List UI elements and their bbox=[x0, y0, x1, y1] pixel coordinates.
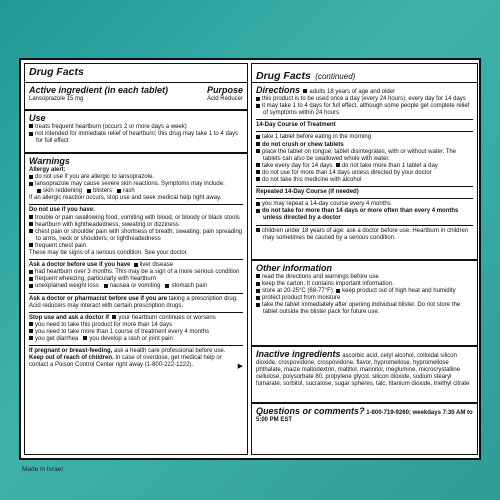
other-item: take the tablet immediately after opening individual blister. Do not store the tablet outside the blister pack for future use. bbox=[256, 302, 473, 316]
course-item: place the tablet on tongue; tablet disintegrates, with or without water. The tablets can also be swallowed whole with water. bbox=[256, 149, 473, 163]
course-item: take 1 tablet before eating in the morning bbox=[256, 134, 473, 141]
do-not-use-heading: Do not use if you have: bbox=[29, 207, 96, 214]
use-item: treats frequent heartburn (occurs 2 or more days a week) bbox=[29, 124, 243, 131]
active-ingredient-heading: Active ingredient (in each tablet) bbox=[29, 85, 169, 95]
purpose-value: Acid Reducer bbox=[206, 96, 243, 102]
ask-doctor-line: Ask a doctor before use if you have liver disease bbox=[29, 262, 174, 269]
inactive-ingredients: Inactive ingredients ascorbic acid, cetyl alcohol, colloidal silicon dioxide, crospovidone, crospovidone, flavor, hypromellose, hypromellose phthalate, maize maltodextrin, maltitol, mannitol, meglumine, microcrystalline cellulose, polysorbate 80, propylene glycol, silicon dioxide, sodium stearyl fumarate, sorbitol, sucralose, sugar spheres, talc, titanium dioxide, triethyl citrate bbox=[256, 349, 470, 388]
pharmacist-line: Ask a doctor or pharmacist before use if you are taking a prescription drug. Acid reducers may interact with certain prescription drugs. bbox=[29, 295, 238, 309]
other-item: protect product from moisture bbox=[256, 295, 473, 302]
directions-item: this product is to be used once a day (every 24 hours), every day for 14 days bbox=[256, 96, 473, 103]
drug-facts-title-continued: Drug Facts bbox=[256, 70, 311, 82]
repeated-item: do not take for more than 14 days or more often than every 4 months unless directed by a doctor bbox=[256, 208, 473, 222]
course-item: do not use for more than 14 days unless directed by your doctor bbox=[256, 170, 473, 177]
warnings-heading: Warnings bbox=[29, 156, 70, 166]
stop-use-item: you need to take more than 1 course of treatment every 4 months bbox=[29, 329, 243, 336]
other-item: keep the carton. It contains important information. bbox=[256, 281, 473, 288]
ask-doctor-item: had heartburn over 3 months. This may be a sign of a more serious condition bbox=[29, 269, 243, 276]
warnings-section bbox=[25, 154, 247, 371]
other-info-heading: Other information bbox=[256, 263, 332, 273]
directions-section bbox=[252, 83, 477, 261]
use-item: not intended for immediate relief of heartburn; this drug may take 1 to 4 days for full effect bbox=[29, 131, 243, 145]
made-in-label: Made in Israel bbox=[22, 466, 63, 473]
course-item: take every day for 14 days do not take more than 1 tablet a day bbox=[256, 163, 473, 170]
use-heading: Use bbox=[29, 113, 46, 123]
questions-section bbox=[252, 404, 477, 444]
questions-line: Questions or comments? 1-800-719-9260; weekdays 7:30 AM to 5:00 PM EST bbox=[256, 406, 473, 424]
course-item: do not take this medicine with alcohol bbox=[256, 177, 473, 184]
children-direction: children under 18 years of age: ask a doctor before use. Heartburn in children may sometimes be caused by a serious condition. bbox=[256, 228, 473, 242]
drug-facts-title: Drug Facts bbox=[29, 66, 84, 78]
stop-use-item: you need to take this product for more than 14 days bbox=[29, 322, 243, 329]
ask-doctor-row: unexplained weight loss nausea or vomiting stomach pain bbox=[29, 283, 243, 290]
do-not-use-item: chest pain or shoulder pain with shortness of breath; sweating; pain spreading to arms, neck or shoulders; or lightheadedness bbox=[29, 229, 243, 243]
right-column bbox=[251, 63, 478, 455]
directions-line: Directions adults 18 years of age and older bbox=[256, 85, 396, 95]
allergy-item: do not use if you are allergic to lansoprazole. bbox=[29, 174, 243, 181]
purpose-heading: Purpose bbox=[206, 85, 243, 95]
do-not-use-item: frequent chest pain bbox=[29, 243, 243, 250]
pregnant-line: If pregnant or breast-feeding, ask a health care professional before use. bbox=[29, 348, 226, 355]
drug-facts-panel bbox=[19, 58, 481, 460]
directions-item: it may take 1 to 4 days for full effect, although some people get complete relief of symptoms within 24 hours bbox=[256, 103, 473, 117]
allergy-item: lansoprazole may cause severe skin reactions. Symptoms may include: bbox=[29, 181, 243, 188]
allergy-alert-label: Allergy alert: bbox=[29, 167, 66, 173]
do-not-use-item: trouble or pain swallowing food, vomiting with blood, or bloody or black stools bbox=[29, 215, 243, 222]
drug-facts-continued-header bbox=[252, 64, 477, 83]
allergy-note: If an allergic reaction occurs, stop use and seek medical help right away. bbox=[29, 195, 222, 202]
stop-use-row: you get diarrhea you develop a rash or joint pain bbox=[29, 336, 243, 343]
left-column bbox=[24, 63, 248, 455]
repeated-heading: Repeated 14-Day Course (if needed) bbox=[256, 189, 359, 196]
stop-use-line: Stop use and ask a doctor if your heartburn continues or worsens bbox=[29, 314, 216, 321]
continue-arrow-icon: ▶ bbox=[237, 363, 243, 371]
course-item: do not crush or chew tablets bbox=[256, 142, 473, 149]
ask-doctor-item: frequent wheezing, particularly with heartburn bbox=[29, 276, 243, 283]
inactive-ingredients-section bbox=[252, 347, 477, 404]
course-heading: 14-Day Course of Treatment bbox=[256, 122, 336, 129]
store-item: store at 20-25°C (68-77°F) keep product out of high heat and humidity bbox=[256, 288, 473, 295]
drug-facts-header bbox=[25, 64, 247, 83]
do-not-use-item: heartburn with lightheadedness, sweating or dizziness bbox=[29, 222, 243, 229]
continued-label: (continued) bbox=[315, 72, 356, 81]
other-item: read the directions and warnings before use bbox=[256, 274, 473, 281]
skin-symptoms: skin reddening blisters rash bbox=[29, 188, 243, 195]
active-ingredient-section bbox=[25, 83, 247, 111]
other-information-section bbox=[252, 261, 477, 347]
children-line: Keep out of reach of children. In case of overdose, get medical help or contact a Poison Control Center right away (1-800-222-1222). ▶ bbox=[29, 355, 243, 371]
do-not-use-note: These may be signs of a serious condition. See your doctor. bbox=[29, 250, 189, 257]
use-section bbox=[25, 111, 247, 154]
repeated-item: you may repeat a 14-day course every 4 months bbox=[256, 201, 473, 208]
active-ingredient-value: Lansoprazole 15 mg bbox=[29, 96, 84, 102]
